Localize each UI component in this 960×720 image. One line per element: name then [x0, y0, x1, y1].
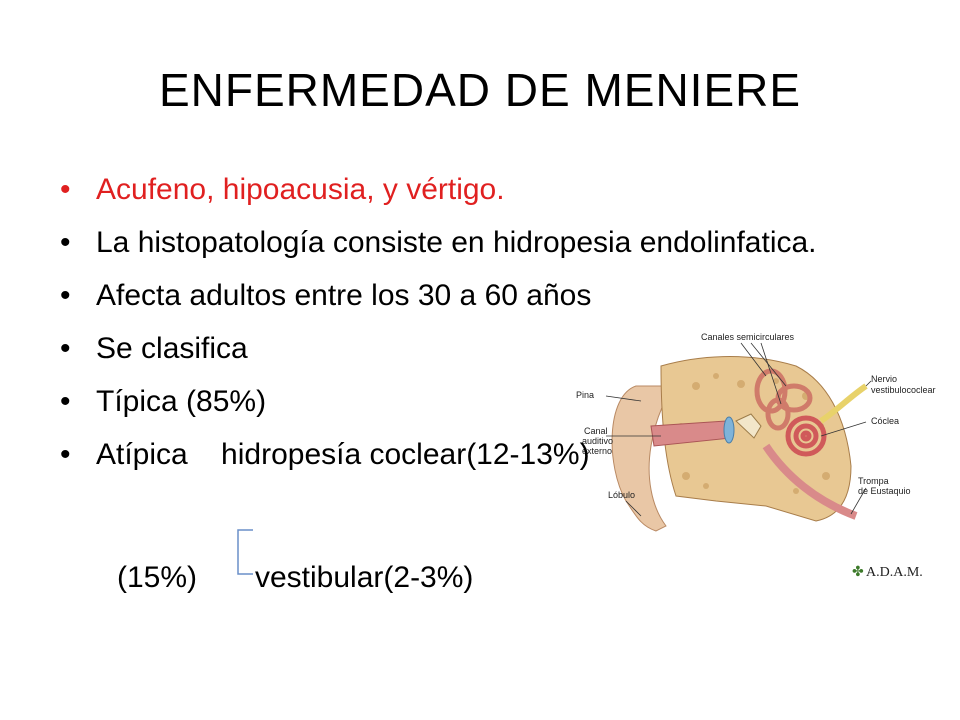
bullet-text-symptoms: Acufeno, hipoacusia, y vértigo. [96, 173, 505, 206]
bullet-item [60, 437, 820, 473]
classification-bracket [228, 522, 258, 582]
atypical-percentage: (15%) [117, 561, 198, 594]
bullet-item [60, 331, 820, 367]
adam-logo-text: A.D.A.M. [866, 565, 923, 580]
bullet-item [60, 172, 820, 208]
label-externo: externo [582, 446, 613, 456]
bullet-dot: • [60, 279, 71, 312]
label-auditivo: auditivo [582, 436, 614, 446]
bullet-item [60, 225, 820, 261]
label-eustaquio: de Eustaquio [858, 486, 911, 496]
bullet-list [60, 172, 820, 490]
bullet-item [60, 384, 820, 420]
bullet-text-classification: Se clasifica [96, 332, 248, 365]
bullet-dot: • [60, 438, 71, 471]
bullet-text-histopathology: La histopatología consiste en hidropesia endolinfatica. [96, 226, 817, 259]
bullet-text-atypical: Atípica hidropesía coclear(12-13%) [96, 438, 590, 471]
bullet-dot: • [60, 226, 71, 259]
bullet-text-typical: Típica (85%) [96, 385, 267, 418]
label-pina: Pina [576, 390, 595, 400]
label-lobulo: Lóbulo [608, 490, 636, 500]
bullet-dot: • [60, 332, 71, 365]
bullet-dot: • [60, 173, 71, 206]
bullet-item [60, 278, 820, 314]
label-trompa: Trompa [858, 476, 889, 486]
label-canales-semicirculares: Canales semicirculares [701, 332, 795, 342]
label-vestibulococlear: vestibulococlear [871, 385, 936, 395]
leaf-icon: ✤ [852, 563, 864, 579]
label-coclea: Cóclea [871, 416, 900, 426]
label-canal: Canal [584, 426, 608, 436]
adam-logo [852, 563, 923, 580]
slide-title: ENFERMEDAD DE MENIERE [158, 64, 802, 116]
bullet-dot: • [60, 385, 71, 418]
label-nervio: Nervio [871, 374, 898, 384]
bullet-text-age: Afecta adultos entre los 30 a 60 años [96, 279, 592, 312]
vestibular-subtype: vestibular(2-3%) [255, 561, 474, 594]
